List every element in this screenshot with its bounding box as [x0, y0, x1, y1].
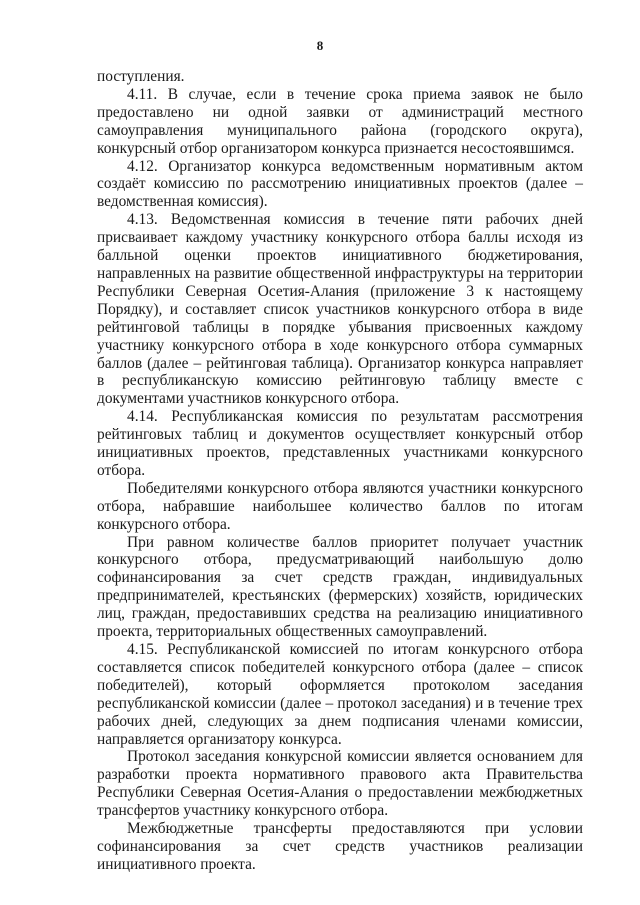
paragraph-4-11: 4.11. В случае, если в течение срока приема заявок не было предоставлено ни одной заявки от администраций местного самоуправления муниципального района (городского округа), конкурсный отбор организатором конкурса признается несостоявшимся. — [97, 85, 583, 157]
page-number: 8 — [316, 38, 324, 53]
paragraph-winners: Победителями конкурсного отбора являются участники конкурсного отбора, набравшие наибольшее количество баллов по итогам конкурсного отбора. — [97, 479, 583, 533]
paragraph-continuation: поступления. — [97, 68, 185, 85]
paragraph-equal-score: При равном количестве баллов приоритет получает участник конкурсного отбора, предусматривающий наибольшую долю софинансирования за счет средств граждан, индивидуальных предпринимателей, крестьянских (фермерских) хозяйств, юридических лиц, граждан, предоставивших средства на реализацию инициативного проекта, территориальных общественных самоуправлений. — [97, 533, 583, 641]
paragraph-protocol: Протокол заседания конкурсной комиссии является основанием для разработки проекта нормативного правового акта Правительства Республики Северная Осетия-Алания о предоставлении межбюджетных трансфертов участнику конкурсного отбора. — [97, 748, 583, 820]
paragraph-4-15: 4.15. Республиканской комиссией по итогам конкурсного отбора составляется список победителей конкурсного отбора (далее – список победителей), который оформляется протоколом заседания республиканской комиссии (далее – протокол заседания) и в течение трех рабочих дней, следующих за днем подписания членами комиссии, направляется организатору конкурса. — [97, 641, 583, 748]
paragraph-transfers: Межбюджетные трансферты предоставляются при условии софинансирования за счет средств участников реализации инициативного проекта. — [97, 820, 583, 873]
paragraph-4-14: 4.14. Республиканская комиссия по результатам рассмотрения рейтинговых таблиц и документов осуществляет конкурсный отбор инициативных проектов, представленных участниками конкурсного отбора. — [97, 408, 583, 479]
paragraph-4-13: 4.13. Ведомственная комиссия в течение пяти рабочих дней присваивает каждому участнику конкурсного отбора баллы исходя из балльной оценки проектов инициативного бюджетирования, направленных на развитие общественной инфраструктуры на территории Республики Северная Осетия-Алания (приложение 3 к настоящему Порядку), и составляет список участников конкурсного отбора в виде рейтинговой таблицы в порядке убывания присвоенных каждому участнику конкурсного отбора в ходе конкурсного отбора суммарных баллов (далее – рейтинговая таблица). Организатор конкурса направляет в республиканскую комиссию рейтинговую таблицу вместе с документами участников конкурсного отбора. — [97, 211, 583, 408]
document-body — [97, 68, 583, 874]
paragraph-4-12: 4.12. Организатор конкурса ведомственным нормативным актом создаёт комиссию по рассмотрению инициативных проектов (далее – ведомственная комиссия). — [97, 157, 583, 211]
